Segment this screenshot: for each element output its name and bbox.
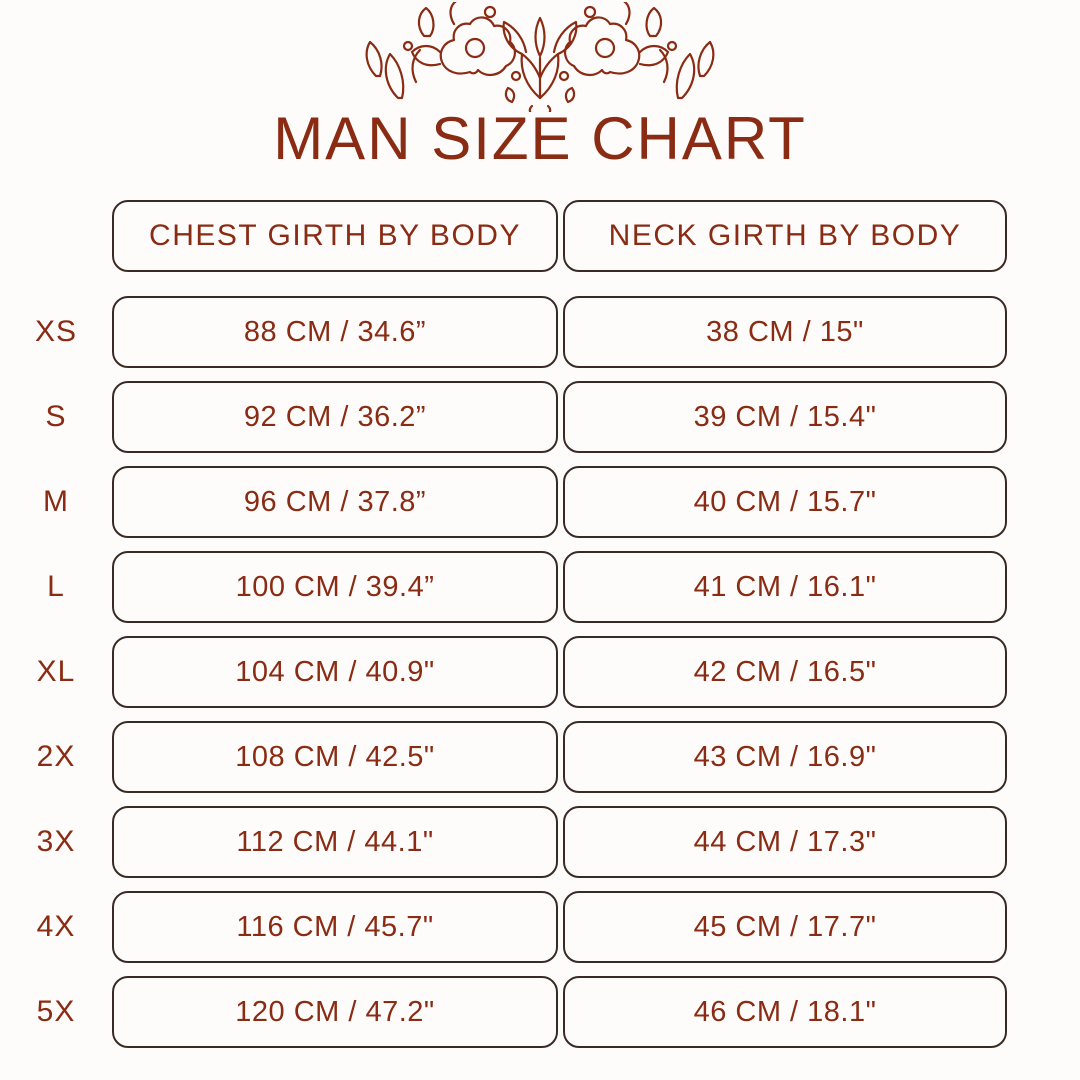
cell-neck: 44 CM / 17.3" <box>563 806 1007 878</box>
table-row <box>0 804 1080 880</box>
row-size-label: XL <box>36 655 76 688</box>
size-chart-table <box>0 198 1080 1059</box>
cell-neck: 40 CM / 15.7" <box>563 466 1007 538</box>
cell-neck: 41 CM / 16.1" <box>563 551 1007 623</box>
column-header-chest: CHEST GIRTH BY BODY <box>112 200 558 272</box>
row-size-label: L <box>47 570 65 603</box>
cell-neck: 38 CM / 15" <box>563 296 1007 368</box>
cell-neck: 39 CM / 15.4" <box>563 381 1007 453</box>
table-row <box>0 719 1080 795</box>
row-size-label: 4X <box>36 910 76 943</box>
cell-chest: 100 CM / 39.4” <box>112 551 558 623</box>
floral-ornament <box>320 2 760 112</box>
cell-chest: 120 CM / 47.2" <box>112 976 558 1048</box>
row-size-label: 3X <box>36 825 76 858</box>
cell-chest: 116 CM / 45.7" <box>112 891 558 963</box>
table-row <box>0 634 1080 710</box>
cell-chest: 104 CM / 40.9" <box>112 636 558 708</box>
cell-chest: 112 CM / 44.1" <box>112 806 558 878</box>
table-header-row <box>0 198 1080 274</box>
page-title: MAN SIZE CHART <box>273 105 807 172</box>
table-row <box>0 464 1080 540</box>
row-size-label: 5X <box>36 995 76 1028</box>
cell-chest: 88 CM / 34.6” <box>112 296 558 368</box>
table-row <box>0 549 1080 625</box>
cell-neck: 43 CM / 16.9" <box>563 721 1007 793</box>
cell-neck: 45 CM / 17.7" <box>563 891 1007 963</box>
cell-chest: 108 CM / 42.5" <box>112 721 558 793</box>
row-size-label: 2X <box>36 740 76 773</box>
row-size-label: M <box>43 485 69 518</box>
row-size-label: S <box>45 400 67 433</box>
table-row <box>0 294 1080 370</box>
column-header-neck: NECK GIRTH BY BODY <box>563 200 1007 272</box>
row-size-label: XS <box>34 315 78 348</box>
cell-chest: 96 CM / 37.8” <box>112 466 558 538</box>
table-row <box>0 974 1080 1050</box>
table-row <box>0 379 1080 455</box>
cell-chest: 92 CM / 36.2” <box>112 381 558 453</box>
table-row <box>0 889 1080 965</box>
cell-neck: 46 CM / 18.1" <box>563 976 1007 1048</box>
cell-neck: 42 CM / 16.5" <box>563 636 1007 708</box>
